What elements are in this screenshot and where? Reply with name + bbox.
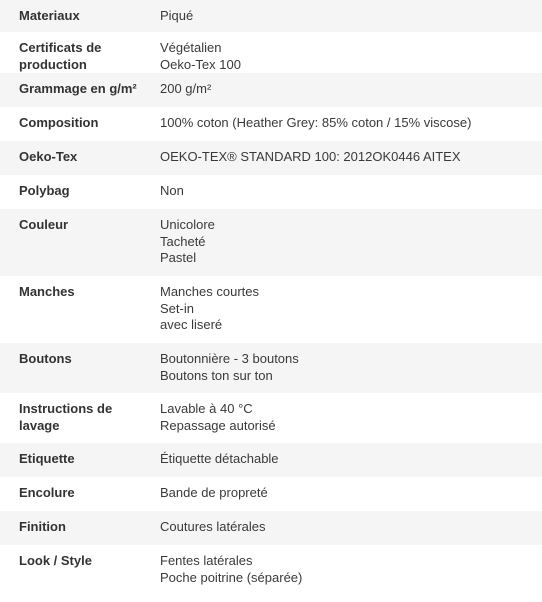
spec-value xyxy=(150,0,542,32)
spec-label-line: lavage xyxy=(19,417,60,433)
spec-value-line: Repassage autorisé xyxy=(160,417,276,433)
spec-row xyxy=(0,477,542,511)
spec-value-line: Boutons ton sur ton xyxy=(160,367,273,383)
spec-value-line: Tacheté xyxy=(160,233,206,249)
spec-label xyxy=(0,175,150,209)
spec-row xyxy=(0,443,542,477)
spec-value xyxy=(150,141,542,175)
spec-label xyxy=(0,393,150,443)
spec-row xyxy=(0,343,542,393)
spec-label-line: Boutons xyxy=(19,351,72,366)
spec-label xyxy=(0,141,150,175)
spec-row xyxy=(0,209,542,276)
spec-value-line: Poche poitrine (séparée) xyxy=(160,569,303,585)
spec-value-line: 100% coton (Heather Grey: 85% coton / 15% viscose) xyxy=(160,115,472,130)
spec-label-line: Composition xyxy=(19,115,99,130)
spec-value xyxy=(150,73,542,107)
spec-row xyxy=(0,511,542,545)
spec-label-line: Manches xyxy=(19,284,75,299)
spec-label-line: Look / Style xyxy=(19,553,92,568)
spec-value-line: Unicolore xyxy=(160,217,215,232)
spec-value-line: avec liseré xyxy=(160,317,223,332)
spec-value xyxy=(150,393,542,443)
spec-label-line: Grammage en g/m² xyxy=(19,81,137,96)
spec-label xyxy=(0,209,150,276)
spec-value-line: Piqué xyxy=(160,8,194,23)
spec-label xyxy=(0,343,150,393)
spec-label-line: Certificats de xyxy=(19,40,102,55)
spec-row xyxy=(0,107,542,141)
spec-label-line: Etiquette xyxy=(19,451,75,466)
spec-label-line: Couleur xyxy=(19,217,69,232)
spec-label xyxy=(0,0,150,32)
spec-value-line: Étiquette détachable xyxy=(160,451,279,466)
spec-row xyxy=(0,545,542,586)
spec-value-line: Végétalien xyxy=(160,40,222,55)
spec-value-line: Set-in xyxy=(160,300,194,316)
spec-label xyxy=(0,276,150,343)
spec-value-line: Non xyxy=(160,183,184,198)
spec-label xyxy=(0,477,150,511)
spec-value xyxy=(150,276,542,343)
spec-value-line: Pastel xyxy=(160,250,197,265)
spec-value-line: 200 g/m² xyxy=(160,81,212,96)
spec-row xyxy=(0,0,542,32)
spec-label-line: Instructions de xyxy=(19,401,113,416)
spec-row xyxy=(0,73,542,107)
spec-label xyxy=(0,545,150,586)
spec-label-line: Polybag xyxy=(19,183,70,198)
spec-label xyxy=(0,73,150,107)
spec-label-line: Encolure xyxy=(19,485,75,500)
spec-label xyxy=(0,511,150,545)
spec-row xyxy=(0,32,542,73)
spec-label xyxy=(0,32,150,73)
spec-value-line: Coutures latérales xyxy=(160,519,266,534)
spec-row xyxy=(0,393,542,443)
spec-value-line: Lavable à 40 °C xyxy=(160,401,253,416)
spec-row xyxy=(0,276,542,343)
spec-value xyxy=(150,343,542,393)
spec-value xyxy=(150,175,542,209)
spec-value-line: Fentes latérales xyxy=(160,553,253,568)
spec-value xyxy=(150,107,542,141)
spec-value xyxy=(150,209,542,276)
spec-value-line: Bande de propreté xyxy=(160,485,268,500)
spec-label-line: Oeko-Tex xyxy=(19,149,78,164)
spec-label xyxy=(0,107,150,141)
spec-label-line: Materiaux xyxy=(19,8,80,23)
spec-value-line: Boutonnière - 3 boutons xyxy=(160,351,299,366)
spec-label-line: production xyxy=(19,56,87,72)
spec-value xyxy=(150,477,542,511)
spec-label-line: Finition xyxy=(19,519,66,534)
spec-value xyxy=(150,32,542,73)
spec-value xyxy=(150,545,542,586)
spec-value xyxy=(150,511,542,545)
spec-value-line: OEKO-TEX® STANDARD 100: 2012OK0446 AITEX xyxy=(160,149,461,164)
spec-label xyxy=(0,443,150,477)
spec-row xyxy=(0,175,542,209)
spec-value xyxy=(150,443,542,477)
spec-value-line: Oeko-Tex 100 xyxy=(160,56,241,72)
spec-row xyxy=(0,141,542,175)
spec-value-line: Manches courtes xyxy=(160,284,259,299)
